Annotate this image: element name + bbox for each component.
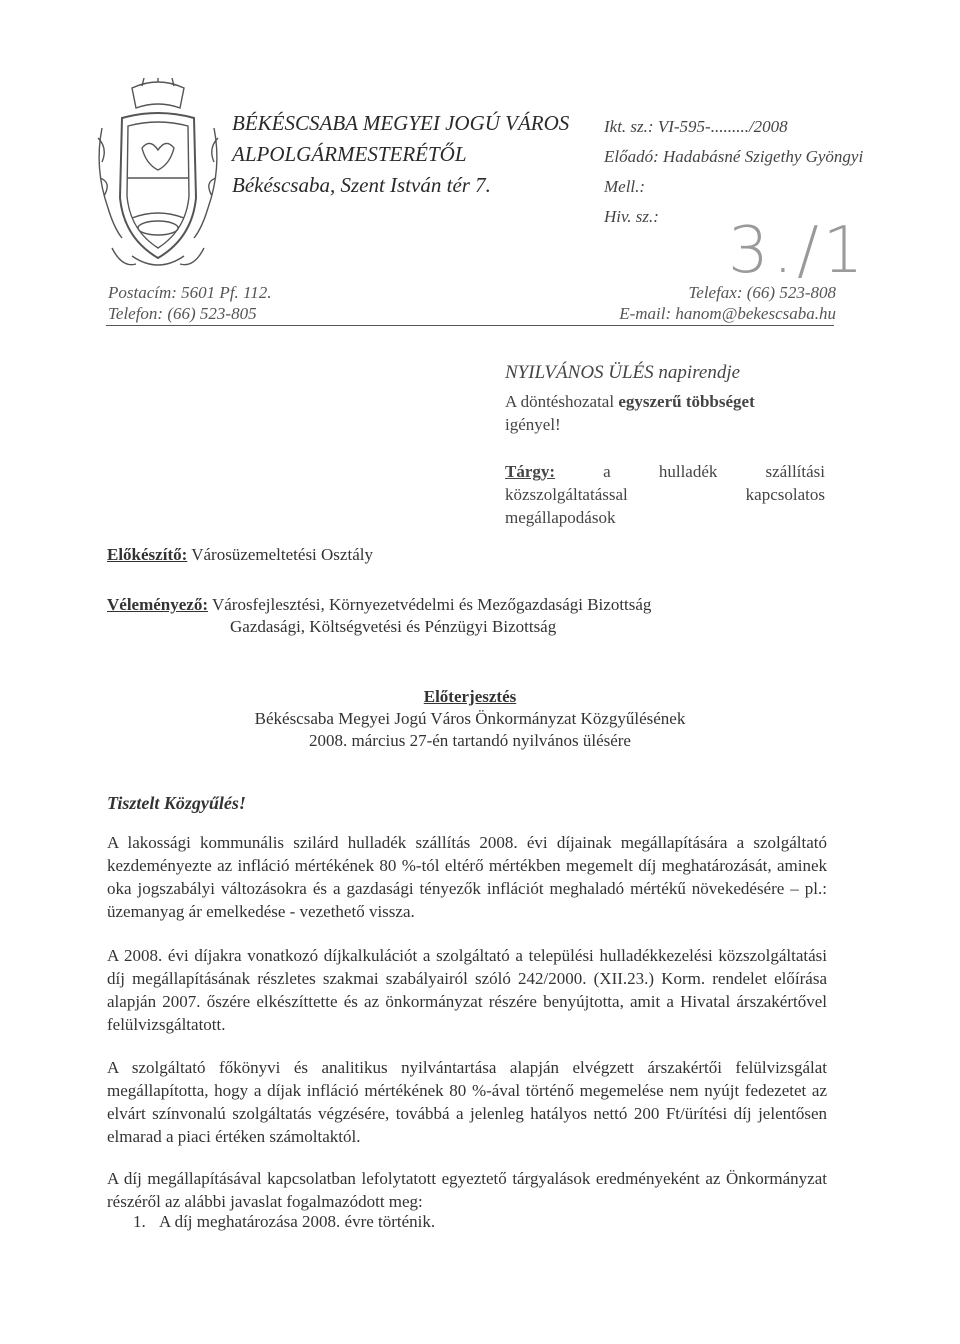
decision-suffix: igényel! [505,415,561,434]
header-divider [106,325,834,326]
reference-number: Hiv. sz.: [604,207,659,226]
list-item-text: A díj meghatározása 2008. évre történik. [159,1212,436,1231]
paragraph-3: A szolgáltató főkönyvi és analitikus nyilvántartása alapján elvégzett árszakértői felülvizsgálat megállapította, hogy a díjak infláció mértékének 80 %-ával történő megemelése nem nyújt fedezetet az elvárt színvonalú szolgáltatás végzésére, továbbá a jelenleg hatályos nettó 200 Ft/ürítési díj jelentősen elmarad a piaci értéken számoltaktól. [107,1058,827,1146]
numbered-list [133,1212,435,1232]
subject-word: a [603,462,611,481]
issuer-block [232,108,569,201]
contact-left [108,282,272,324]
list-item-number: 1. [133,1212,146,1231]
paragraph-4: A díj megállapításával kapcsolatban lefolytatott egyeztető tárgyalások eredményeként az Önkormányzat részéről az alábbi javaslat fogalmazódott meg: [107,1169,827,1211]
reviewer-label: Véleményező: [107,595,209,614]
issuer-address: Békéscsaba, Szent István tér 7. [232,173,491,197]
reviewer-committee-1: Városfejlesztési, Környezetvédelmi és Mezőgazdasági Bizottság [208,595,652,614]
proposal-date: 2008. március 27-én tartandó nyilvános ülésére [309,731,631,750]
decision-majority: egyszerű többséget [618,392,755,411]
postal-address: Postacím: 5601 Pf. 112. [108,283,272,302]
proposal-body: Békéscsaba Megyei Jogú Város Önkormányzat Közgyűlésének [254,709,686,728]
decision-requirement [505,390,805,436]
issuer-office: ALPOLGÁRMESTERÉTŐL [232,142,467,166]
phone: Telefon: (66) 523-805 [108,304,257,323]
proposal-title: Előterjesztés [423,687,517,706]
issuer-name: BÉKÉSCSABA MEGYEI JOGÚ VÁROS [232,111,570,135]
paragraph-2: A 2008. évi díjakra vonatkozó díjkalkulációt a szolgáltató a települési hulladékkezelési közszolgáltatási díj megállapításának részletes szakmai szabályairól szóló 242/2000. (XII.23.) Korm. rendelet előírása alapján 2007. őszére elkészíttette és az önkormányzat részére benyújtotta, amit a Hivatal árszakértővel felülvizsgáltatott. [107,946,827,1034]
subject-word: kapcsolatos [745,485,825,504]
list-item [133,1212,435,1232]
reviewer-committee-2: Gazdasági, Költségvetési és Pénzügyi Bizottság [230,617,557,636]
reviewer [107,594,651,638]
contact-right [610,282,836,324]
proposal-heading [106,686,834,752]
rapporteur: Előadó: Hadabásné Szigethy Gyöngyi [604,147,864,166]
subject-block [505,460,825,529]
subject-word: hulladék [658,462,718,481]
email: E-mail: hanom@bekescsaba.hu [619,304,836,323]
preparer-label: Előkészítő: [107,545,188,564]
handwritten-mark: 3./1 [728,214,868,288]
decision-prefix: A döntéshozatal [505,392,619,411]
salutation: Tisztelt Közgyűlés! [107,793,246,813]
file-number: Ikt. sz.: VI-595-........./2008 [604,117,788,136]
paragraph-1: A lakossági kommunális szilárd hulladék szállítás 2008. évi díjainak megállapítására a szolgáltató kezdeményezte az infláció mértékének 80 %-tól eltérő mértékben megemelt díj meghatározását, aminek oka jogszabályi változásokra és a gazdasági tényezők inflációt meghaladó mértékű növekedésére – pl.: üzemanyag ár emelkedése - vezethető vissza. [107,833,827,921]
attachments: Mell.: [604,177,646,196]
preparer-value: Városüzemeltetési Osztály [187,545,373,564]
preparer [107,545,373,565]
session-title: NYILVÁNOS ÜLÉS napirendje [505,362,741,383]
subject-word: megállapodások [505,508,616,527]
subject-word: közszolgáltatással [505,485,628,504]
subject-word: szállítási [765,462,825,481]
subject-label: Tárgy: [505,462,556,481]
fax: Telefax: (66) 523-808 [688,283,836,302]
coat-of-arms-logo [92,78,224,278]
